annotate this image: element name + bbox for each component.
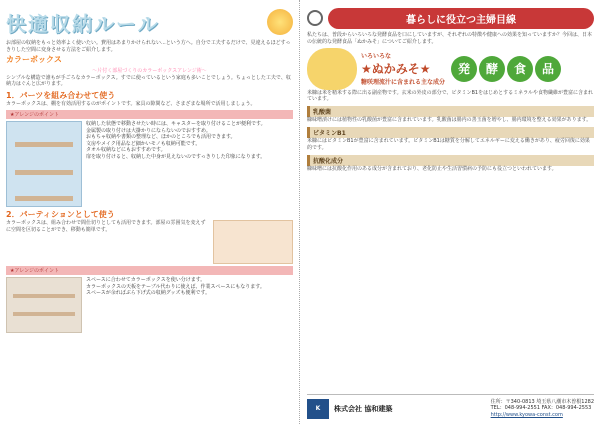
hakko-char: 品 (535, 56, 561, 82)
nuka-feature (307, 48, 594, 90)
nuka-big-title: ★ぬかみそ★ (361, 62, 431, 77)
section1-title: 1．パーツを組み合わせて使う (6, 91, 116, 101)
housewife-intro: 私たちは、普段からいろいろな発酵食品を口にしていますが、それぞれの特徴や健康への効果を知っていますか？今回は、日本の伝統的な発酵食品「ぬかみそ」についてご紹介します。 (307, 32, 593, 45)
color-box-subtitle: 〜片付く部屋づくりのカラーボックスアレンジ術〜 (92, 67, 207, 74)
point1-block (6, 121, 293, 207)
company-url-link[interactable]: http://www.kyowa-const.com (490, 411, 563, 418)
point2-list (86, 277, 293, 333)
section-lactic-text: 糠味噌漬けには植物性の乳酸菌が豊富に含まれています。乳酸菌は腸内の善玉菌を増やし、腸内環境を整える効果があります。 (307, 117, 592, 124)
storage-title: 快適収納ルール (6, 11, 160, 36)
nuka-mascot-icon (307, 48, 357, 90)
point2-block (6, 277, 293, 333)
color-box-desc: シンプルな構造で誰もが手ごろなカラーボックス。すでに使っているという家庭も多いことでしょう。ちょっとした工夫で、収納力はぐんと広がります。 (6, 74, 291, 88)
housewife-banner: 暮らしに役立つ主婦目線 (328, 8, 594, 29)
nuka-title-block (361, 51, 447, 86)
shelf-photo-1 (6, 121, 82, 207)
storage-intro: お部屋の収納をもっと効率よく使いたい。費用はあまりかけられない...という方へ。自分で工夫するだけで、見違えるほどすっきりした空間に変身させる方法をご紹介します。 (6, 40, 291, 53)
section-antioxidant: 抗酸化成分 (307, 155, 594, 166)
storage-header (6, 4, 293, 40)
list-item: スペースが余ればぶら下げ式の収納グッズも便利です。 (86, 290, 211, 297)
shelf-board (15, 196, 73, 201)
nuka-text: 米糠は米を精米する際に出る副産物です。玄米の外皮の部分で、ビタミンB1をはじめとするミネラルや食物繊維が豊富に含まれています。 (307, 89, 593, 103)
section2-title: 2．パーティションとして使う (6, 209, 115, 219)
shelf-board (15, 142, 73, 147)
shelf-photo-2 (6, 277, 82, 333)
section1-text: カラーボックスは、棚を有効活用するのがポイントです。家具の隙間など、さまざまな場所で活用しましょう。 (6, 101, 256, 108)
shelf-board (13, 294, 75, 298)
section-lactic: 乳酸菌 (307, 106, 594, 117)
point-label-2: ★アレンジのポイント (6, 266, 293, 275)
list-item: おもちゃ収納や書類の整理など、ほかのところでも活用できます。 (86, 134, 236, 141)
housewife-column (301, 0, 600, 424)
point1-list (86, 121, 293, 207)
company-name: 株式会社 協和建築 (334, 404, 393, 413)
magnifier-icon (307, 10, 323, 26)
list-item: 扉を取り付けると、収納した中身が見えないのですっきりした印象になります。 (86, 153, 266, 160)
nuka-series: いろいろな (361, 53, 392, 61)
sun-icon (267, 9, 293, 35)
company-footer (307, 394, 594, 422)
shelf-board (13, 312, 75, 316)
list-item: タオル収納などにもおすすめです。 (86, 147, 166, 154)
list-item: スペースに合わせてカラーボックスを使い分けます。 (86, 276, 206, 283)
fermented-food-badges (451, 56, 561, 82)
section-antioxidant-text: 糠味噌には抗酸化作用のある成分が含まれており、老化防止や生活習慣病の予防にも役立つといわれています。 (307, 165, 557, 172)
section-vitamin-text: 米糠にはビタミンB1が豊富に含まれています。ビタミンB1は糖質を分解してエネルギーに変える働きがあり、疲労回復に効果的です。 (307, 137, 590, 151)
hakko-char: 発 (451, 56, 477, 82)
company-address: 住所：〒340-0813 埼玉県八潮市木曽根1282 TEL：048-994-2551 FAX：048-994-2553 http://www.kyowa-const.com (490, 398, 594, 418)
list-item: カラーボックスの天板をテーブル代わりに使えば、作業スペースにもなります。 (86, 283, 265, 290)
point-label-1: ★アレンジのポイント (6, 110, 293, 119)
hakko-char: 酵 (479, 56, 505, 82)
shelf-board (15, 170, 73, 175)
list-item: 金属製の取り付けは大掛かりにならないのでおすすめ。 (86, 127, 211, 134)
housewife-header (307, 4, 594, 32)
section-vitamin: ビタミンB1 (307, 127, 594, 138)
list-item: 収納した状態で移動させたい時には、キャスターを取り付けることが便利です。 (86, 120, 266, 127)
room-photo (213, 220, 293, 264)
company-logo-icon: K (307, 399, 329, 419)
hakko-char: 食 (507, 56, 533, 82)
section2-block (6, 220, 293, 264)
list-item: 文房やメイク用品など細かいモノも収納可能です。 (86, 140, 201, 147)
nuka-label: 糖咲理流汁に含まれる主な成分 (361, 79, 446, 87)
section2-text: カラーボックスは、組み合わせで間仕切りとしても活用できます。部屋の雰囲気を変えずに空間を区切ることができ、移動も簡単です。 (6, 219, 206, 233)
color-box-title: カラーボックス (6, 55, 62, 65)
